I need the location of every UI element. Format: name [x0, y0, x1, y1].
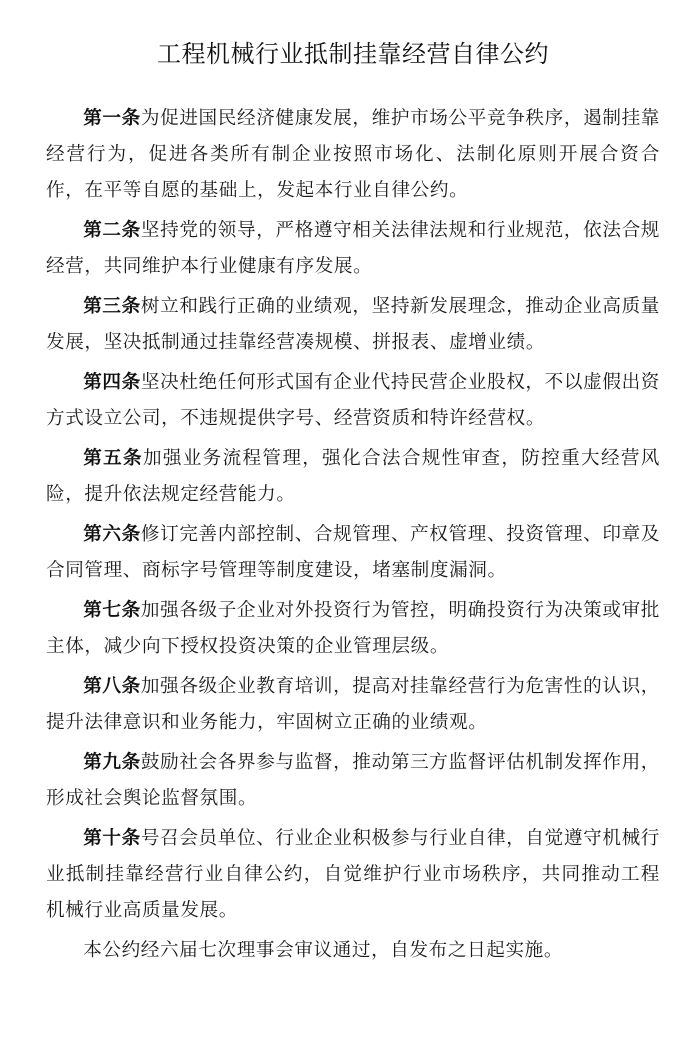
article-6 [46, 517, 660, 589]
article-number: 第二条 [83, 220, 141, 241]
article-text: 加强各级子企业对外投资行为管控，明确投资行为决策或审批主体，减少向下授权投资决策的企业管理层级。 [46, 600, 660, 657]
article-3 [46, 289, 660, 361]
article-text: 树立和践行正确的业绩观，坚持新发展理念，推动企业高质量发展，坚决抵制通过挂靠经营凑规模、拼报表、虚增业绩。 [46, 296, 660, 353]
article-number: 第一条 [83, 108, 141, 129]
article-text: 加强各级企业教育培训，提高对挂靠经营行为危害性的认识，提升法律意识和业务能力，牢固树立正确的业绩观。 [46, 676, 660, 733]
article-number: 第九条 [83, 752, 141, 773]
article-text: 加强业务流程管理，强化合法合规性审查，防控重大经营风险，提升依法规定经营能力。 [46, 448, 660, 505]
closing-statement: 本公约经六届七次理事会审议通过，自发布之日起实施。 [83, 940, 564, 961]
article-number: 第六条 [83, 524, 141, 545]
article-number: 第七条 [83, 600, 141, 621]
article-4 [46, 365, 660, 437]
article-number: 第八条 [83, 676, 141, 697]
article-7 [46, 593, 660, 665]
article-10 [46, 821, 660, 929]
article-number: 第四条 [83, 372, 141, 393]
article-5 [46, 441, 660, 513]
article-text: 修订完善内部控制、合规管理、产权管理、投资管理、印章及合同管理、商标字号管理等制度建设，堵塞制度漏洞。 [46, 524, 660, 581]
article-2 [46, 213, 660, 285]
article-text: 鼓励社会各界参与监督，推动第三方监督评估机制发挥作用，形成社会舆论监督氛围。 [46, 752, 660, 809]
article-9 [46, 745, 660, 817]
article-number: 第三条 [83, 296, 141, 317]
article-text: 为促进国民经济健康发展，维护市场公平竞争秩序，遏制挂靠经营行为，促进各类所有制企业按照市场化、法制化原则开展合资合作，在平等自愿的基础上，发起本行业自律公约。 [46, 108, 660, 201]
article-number: 第十条 [83, 828, 141, 849]
document-title: 工程机械行业抵制挂靠经营自律公约 [157, 40, 549, 68]
article-text: 坚持党的领导，严格遵守相关法律法规和行业规范，依法合规经营，共同维护本行业健康有序发展。 [46, 220, 660, 277]
article-number: 第五条 [83, 448, 143, 469]
article-text: 坚决杜绝任何形式国有企业代持民营企业股权，不以虚假出资方式设立公司，不违规提供字号、经营资质和特许经营权。 [46, 372, 660, 429]
article-8 [46, 669, 660, 741]
article-1 [46, 101, 660, 209]
article-text: 号召会员单位、行业企业积极参与行业自律，自觉遵守机械行业抵制挂靠经营行业自律公约，自觉维护行业市场秩序，共同推动工程机械行业高质量发展。 [46, 828, 660, 921]
